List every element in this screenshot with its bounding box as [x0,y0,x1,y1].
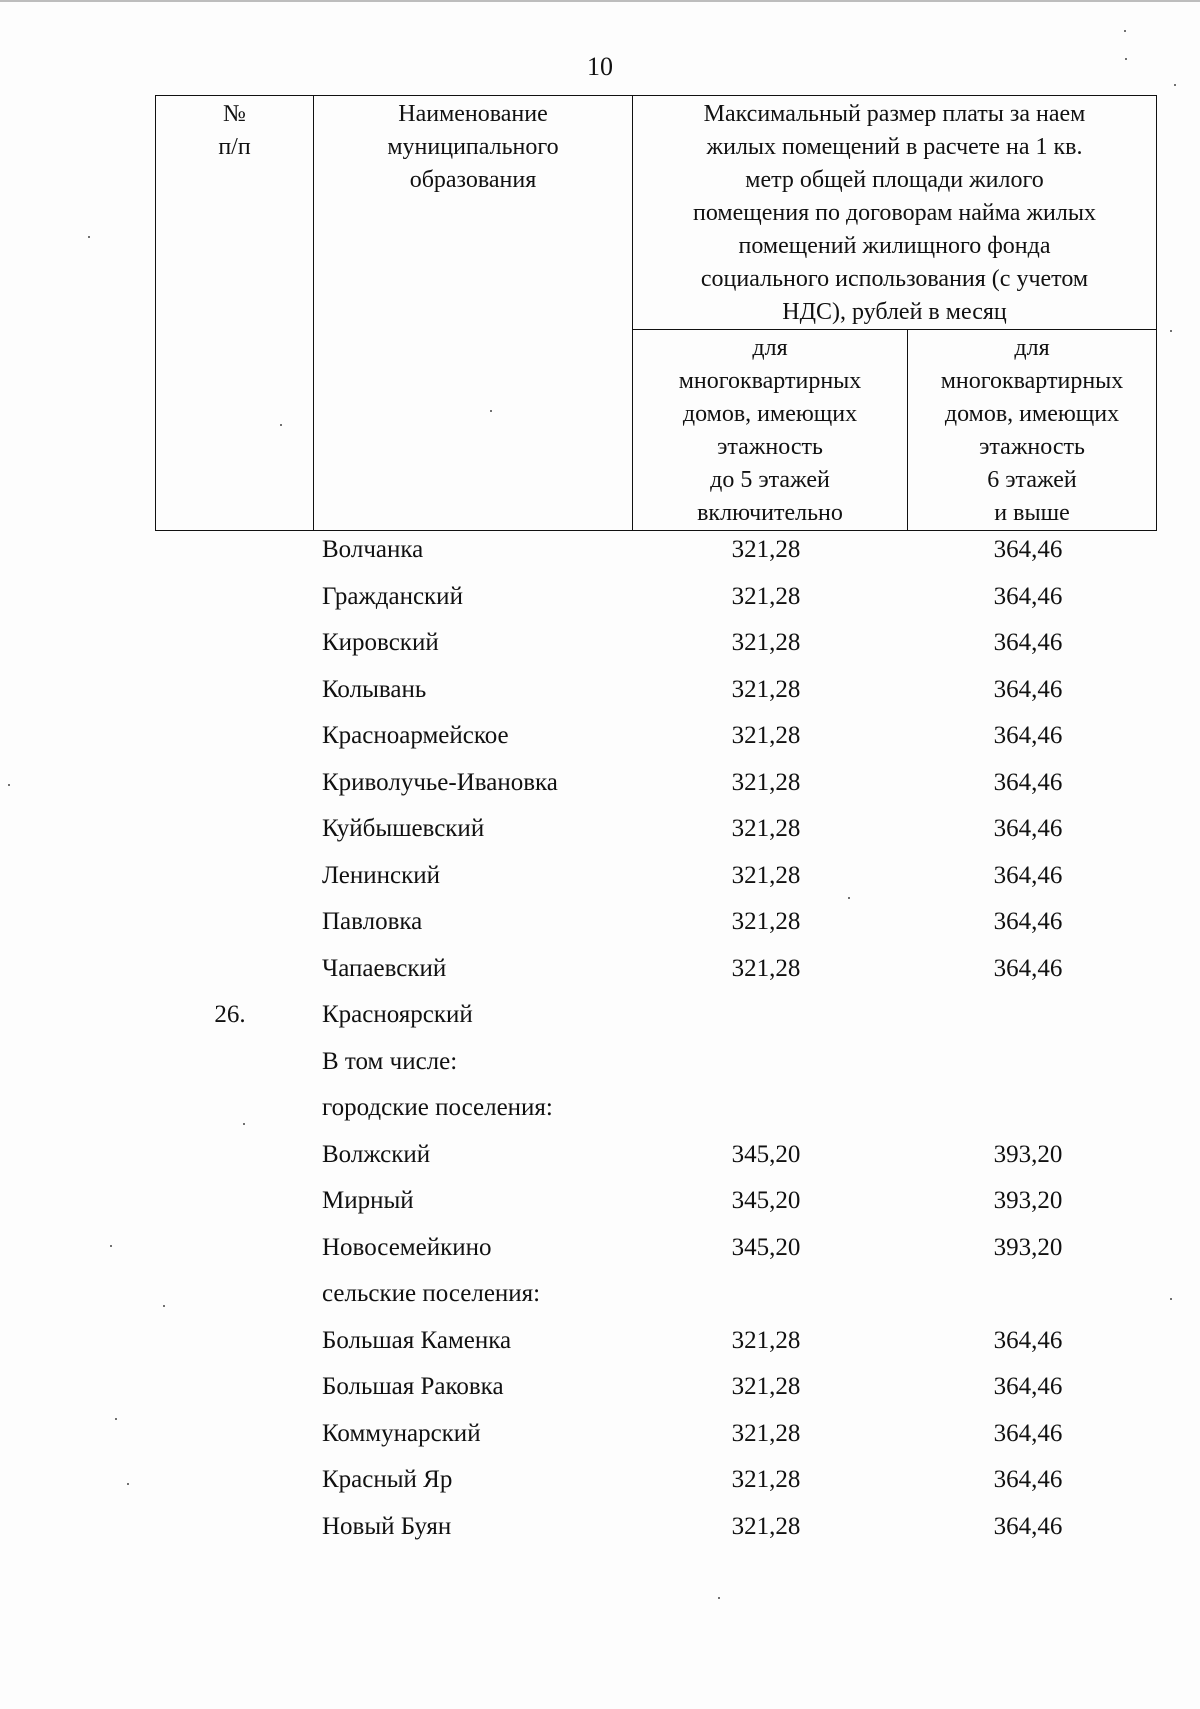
fee-up-to-5-floors: 321,28 [731,861,801,889]
table-row [0,1319,1200,1366]
fee-up-to-5-floors: 321,28 [731,675,801,703]
fee-6-floors-and-above: 364,46 [993,536,1063,563]
municipality-name: Куйбышевский [322,815,485,842]
scan-speck [163,1305,165,1307]
municipality-name: Криволучье-Ивановка [322,768,558,796]
municipality-name: Красноармейское [322,722,509,749]
table-row [0,575,1200,622]
table-row [0,621,1200,668]
fee-6-floors-and-above: 364,46 [993,768,1063,796]
fee-6-floors-and-above: 364,46 [993,675,1063,703]
fee-up-to-5-floors: 321,28 [731,629,801,656]
fee-6-floors-and-above: 364,46 [993,582,1063,610]
table-row [0,1179,1200,1226]
fee-up-to-5-floors: 321,28 [731,1326,801,1354]
scan-speck [1174,84,1176,86]
municipality-name: Кировский [322,629,439,656]
fee-up-to-5-floors: 321,28 [731,908,801,935]
fee-up-to-5-floors: 321,28 [731,1373,801,1400]
fee-up-to-5-floors: 321,28 [731,768,801,796]
column-header-6-floors-and-above [908,330,1157,531]
municipality-name: Коммунарский [322,1419,481,1447]
table-row [0,668,1200,715]
fee-6-floors-and-above: 364,46 [993,1419,1063,1447]
column-header-max-fee-text: Максимальный размер платы за наем жилых помещений в расчете на 1 кв. метр общей площади жилого помещения по договорам найма жилых помещений жилищного фонда социального использования (с учетом НДС), рублей в месяц [693,101,1096,325]
scan-speck [280,424,282,426]
table-row [0,1133,1200,1180]
municipality-name: Красный Яр [322,1466,453,1493]
fee-up-to-5-floors: 321,28 [731,722,801,749]
municipality-name: Павловка [322,908,423,935]
fee-up-to-5-floors: 345,20 [731,1140,801,1168]
table-row [0,854,1200,901]
table-row [0,807,1200,854]
fee-6-floors-and-above: 393,20 [993,1187,1063,1214]
scan-speck [1125,58,1127,60]
municipality-name: Новосемейкино [322,1233,492,1261]
tariff-table-body [0,528,1200,1551]
municipality-name: В том числе: [322,1047,458,1075]
fee-up-to-5-floors: 321,28 [731,954,801,982]
fee-up-to-5-floors: 321,28 [731,1512,801,1540]
column-header-municipality-text: Наименование муниципального образования [387,101,559,193]
municipality-name: Красноярский [322,1001,473,1028]
fee-up-to-5-floors: 321,28 [731,815,801,842]
column-header-up-to-5-floors-text: для многоквартирных домов, имеющих этажность до 5 этажей включительно [678,335,862,526]
scan-speck [1170,1298,1172,1300]
municipality-name: Гражданский [322,582,463,610]
page-number: 10 [587,52,613,81]
table-row [0,1412,1200,1459]
table-row [0,947,1200,994]
scan-speck [490,410,492,412]
table-row [0,1086,1200,1133]
scan-speck [127,1483,129,1485]
scan-speck [718,1597,720,1599]
municipality-name: Большая Каменка [322,1326,512,1354]
fee-6-floors-and-above: 393,20 [993,1140,1063,1168]
fee-up-to-5-floors: 345,20 [731,1233,801,1261]
scan-speck [115,1418,117,1420]
fee-6-floors-and-above: 364,46 [993,1466,1063,1493]
fee-6-floors-and-above: 364,46 [993,722,1063,749]
column-header-number-text: № п/п [218,101,251,160]
fee-up-to-5-floors: 321,28 [731,582,801,610]
fee-6-floors-and-above: 364,46 [993,861,1063,889]
scan-top-edge [0,0,1200,2]
municipality-name: Мирный [322,1187,414,1214]
column-header-max-fee [633,96,1157,330]
fee-up-to-5-floors: 321,28 [731,1419,801,1447]
tariff-table-header [155,95,1157,531]
scan-speck [848,897,850,899]
table-row [0,993,1200,1040]
table-row [0,1226,1200,1273]
fee-6-floors-and-above: 364,46 [993,815,1063,842]
scan-speck [243,1123,245,1125]
fee-6-floors-and-above: 364,46 [993,908,1063,935]
municipality-name: Чапаевский [322,954,447,982]
table-row [0,1505,1200,1552]
column-header-6-floors-and-above-text: для многоквартирных домов, имеющих этажность 6 этажей и выше [940,335,1124,526]
column-header-up-to-5-floors [633,330,908,531]
scan-speck [88,236,90,238]
fee-6-floors-and-above: 393,20 [993,1233,1063,1261]
table-row [0,761,1200,808]
table-row [0,900,1200,947]
fee-6-floors-and-above: 364,46 [993,1373,1063,1400]
table-row [0,1272,1200,1319]
municipality-name: городские поселения: [322,1094,553,1121]
municipality-name: Новый Буян [322,1512,452,1540]
fee-up-to-5-floors: 321,28 [731,536,801,563]
fee-6-floors-and-above: 364,46 [993,1512,1063,1540]
table-row [0,1458,1200,1505]
fee-up-to-5-floors: 321,28 [731,1466,801,1493]
column-header-municipality [314,96,633,531]
scan-speck [1124,30,1126,32]
municipality-name: сельские поселения: [322,1280,541,1307]
table-row [0,528,1200,575]
municipality-name: Колывань [322,675,427,703]
table-row [0,1040,1200,1087]
fee-6-floors-and-above: 364,46 [993,954,1063,982]
table-row [0,1365,1200,1412]
fee-6-floors-and-above: 364,46 [993,629,1063,656]
column-header-number [156,96,314,531]
fee-6-floors-and-above: 364,46 [993,1326,1063,1354]
municipality-name: Волчанка [322,536,424,563]
municipality-name: Большая Раковка [322,1373,504,1400]
table-row [0,714,1200,761]
scan-speck [110,1245,112,1247]
municipality-name: Волжский [322,1140,431,1168]
scan-speck [8,784,10,786]
fee-up-to-5-floors: 345,20 [731,1187,801,1214]
scan-speck [1170,330,1172,332]
municipality-name: Ленинский [322,861,441,889]
row-number: 26. [214,1001,246,1028]
